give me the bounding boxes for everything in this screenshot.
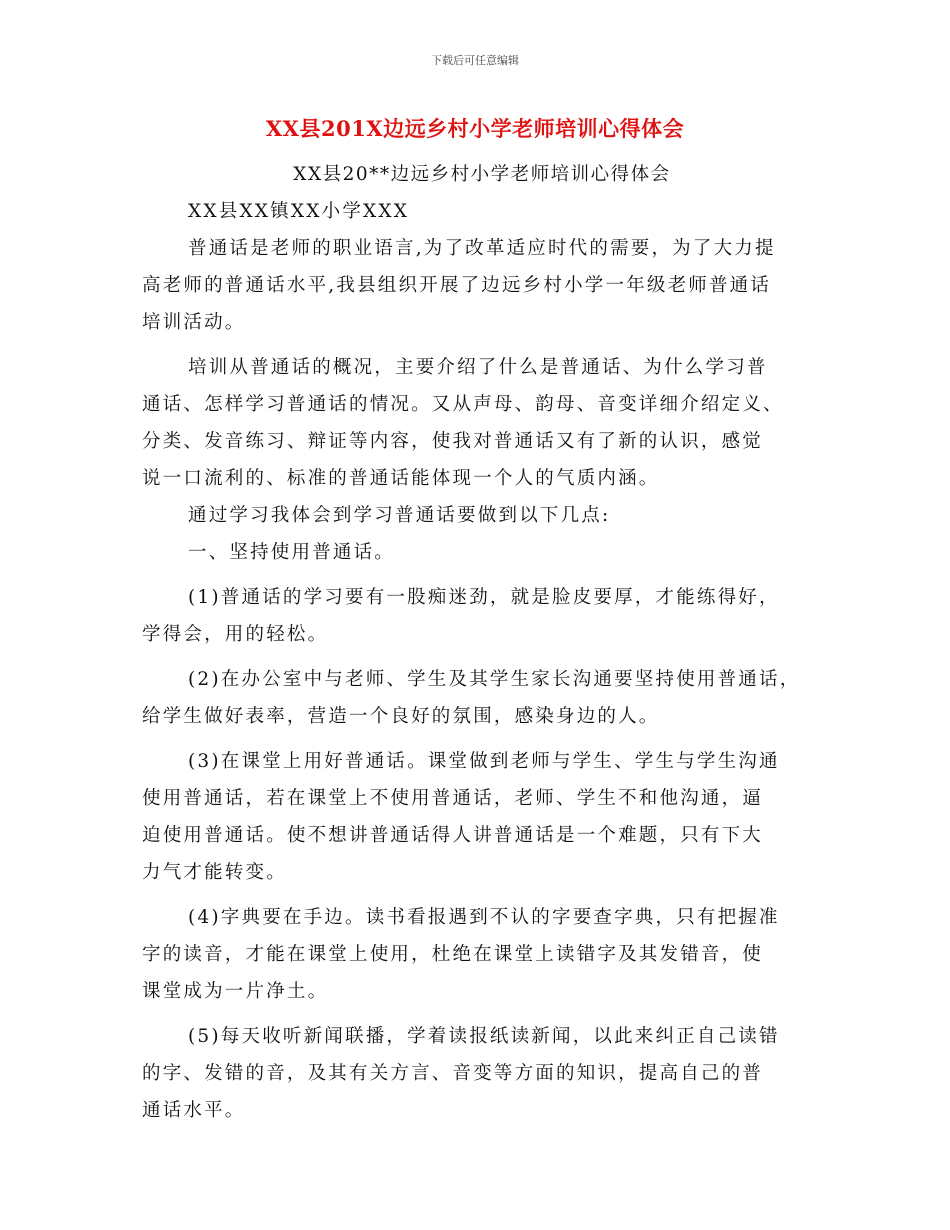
paragraph-line: 普通话是老师的职业语言,为了改革适应时代的需要，为了大力提 [188, 238, 776, 259]
header-note: 下载后可任意编辑 [431, 54, 519, 67]
paragraph-line: 分类、发音练习、辩证等内容，使我对普通话又有了新的认识，感觉 [142, 431, 764, 452]
paragraph [142, 349, 822, 497]
paragraph [142, 579, 822, 653]
document-body [142, 156, 822, 1129]
paragraph-line: 培训活动。 [142, 312, 246, 333]
paragraph [142, 497, 822, 534]
paragraph-line: 力气才能转变。 [142, 862, 287, 883]
paragraph [142, 899, 822, 1010]
paragraph-line: 高老师的普通话水平,我县组织开展了边远乡村小学一年级老师普通话 [142, 275, 772, 296]
paragraph-line: 课堂成为一片净土。 [142, 981, 329, 1002]
paragraph-line: 培训从普通话的概况，主要介绍了什么是普通话、为什么学习普 [188, 357, 768, 378]
document-subtitle: XX县20**边远乡村小学老师培训心得体会 [293, 164, 671, 185]
paragraph-line: (4)字典要在手边。读书看报遇到不认的字要查字典，只有把握准 [188, 907, 780, 928]
paragraph-line: 字的读音，才能在课堂上使用，杜绝在课堂上读错字及其发错音，使 [142, 944, 764, 965]
paragraph-line: 迫使用普通话。使不想讲普通话得人讲普通话是一个难题，只有下大 [142, 825, 764, 846]
paragraph-line: 一、坚持使用普通话。 [188, 542, 396, 563]
paragraph-line: 学得会，用的轻松。 [142, 624, 329, 645]
paragraph-line: (3)在课堂上用好普通话。课堂做到老师与学生、学生与学生沟通 [188, 751, 780, 772]
paragraph-line: 使用普通话，若在课堂上不使用普通话，老师、学生不和他沟通，逼 [142, 788, 764, 809]
paragraph-line: 通话、怎样学习普通话的情况。又从声母、韵母、音变详细介绍定义、 [142, 394, 784, 415]
paragraph [142, 230, 822, 341]
document-title: XX县201X边远乡村小学老师培训心得体会 [265, 116, 685, 141]
paragraph [142, 743, 822, 891]
paragraph-line: 通话水平。 [142, 1100, 246, 1121]
paragraph-line: 的字、发错的音，及其有关方言、音变等方面的知识，提高自己的普 [142, 1063, 764, 1084]
paragraph [142, 661, 822, 735]
paragraph-line: 说一口流利的、标准的普通话能体现一个人的气质内涵。 [142, 468, 660, 489]
section-heading [142, 534, 822, 571]
paragraph-line: (1)普通话的学习要有一股痴迷劲，就是脸皮要厚，才能练得好， [188, 587, 780, 608]
paragraph-line: (2)在办公室中与老师、学生及其学生家长沟通要坚持使用普通话， [188, 669, 801, 690]
paragraph [142, 1018, 822, 1129]
paragraph-line: 给学生做好表率，营造一个良好的氛围，感染身边的人。 [142, 706, 660, 727]
paragraph-line: (5)每天收听新闻联播，学着读报纸读新闻，以此来纠正自己读错 [188, 1026, 780, 1047]
author-line: XX县XX镇XX小学XXX [188, 201, 410, 222]
paragraph-line: 通过学习我体会到学习普通话要做到以下几点: [188, 505, 611, 526]
